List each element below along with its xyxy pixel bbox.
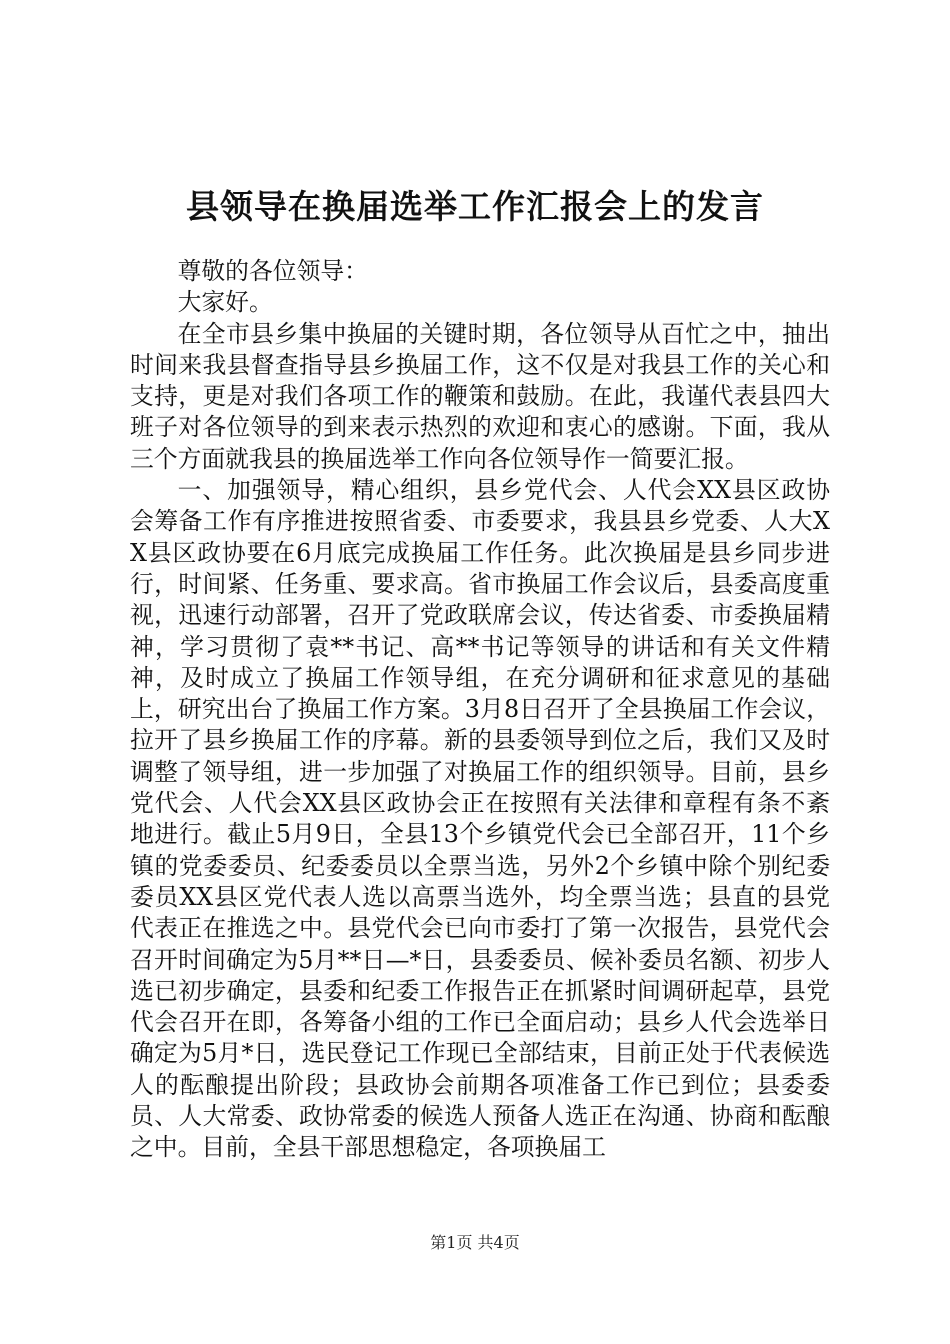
- salutation: 尊敬的各位领导：: [177, 257, 368, 285]
- body-paragraph-section-1: 一、加强领导，精心组织，县乡党代会、人代会XX县区政协会筹备工作有序推进按照省委、市委要求，我县县乡党委、人大XX县区政协要在6月底完成换届工作任务。此次换届是县乡同步进行，时间紧、任务重、要求高。省市换届工作会议后，县委高度重视，迅速行动部署，召开了党政联席会议，传达省委、市委换届精神，学习贯彻了袁**书记、高**书记等领导的讲话和有关文件精神，及时成立了换届工作领导组，在充分调研和征求意见的基础上，研究出台了换届工作方案。3月8日召开了全县换届工作会议，拉开了县乡换届工作的序幕。新的县委领导到位之后，我们又及时调整了领导组，进一步加强了对换届工作的组织领导。目前，县乡党代会、人代会XX县区政协会正在按照有关法律和章程有条不紊地进行。截止5月9日，全县13个乡镇党代会已全部召开，11个乡镇的党委委员、纪委委员以全票当选，另外2个乡镇中除个别纪委委员XX县区党代表人选以高票当选外，均全票当选；县直的县党代表正在推选之中。县党代会已向市委打了第一次报告，县党代会召开时间确定为5月**日—*日，县委委员、候补委员名额、初步人选已初步确定，县委和纪委工作报告正在抓紧时间调研起草，县党代会召开在即，各筹备小组的工作已全面启动；县乡人代会选举日确定为5月*日，选民登记工作现已全部结束，目前正处于代表候选人的酝酿提出阶段；县政协会前期各项准备工作已到位；县委委员、人大常委、政协常委的候选人预备人选正在沟通、协商和酝酿之中。目前，全县干部思想稳定，各项换届工: [130, 476, 830, 1162]
- document-body: [130, 256, 830, 1164]
- body-paragraph-intro: 在全市县乡集中换届的关键时期，各位领导从百忙之中，抽出时间来我县督查指导县乡换届工作，这不仅是对我县工作的关心和支持，更是对我们各项工作的鞭策和鼓励。在此，我谨代表县四大班子对各位领导的到来表示热烈的欢迎和衷心的感谢。下面，我从三个方面就我县的换届选举工作向各位领导作一简要汇报。: [130, 319, 830, 473]
- document-title: 县领导在换届选举工作汇报会上的发言: [186, 187, 764, 226]
- page-number-footer: 第1页 共4页: [430, 1233, 520, 1252]
- greeting: 大家好。: [177, 288, 273, 317]
